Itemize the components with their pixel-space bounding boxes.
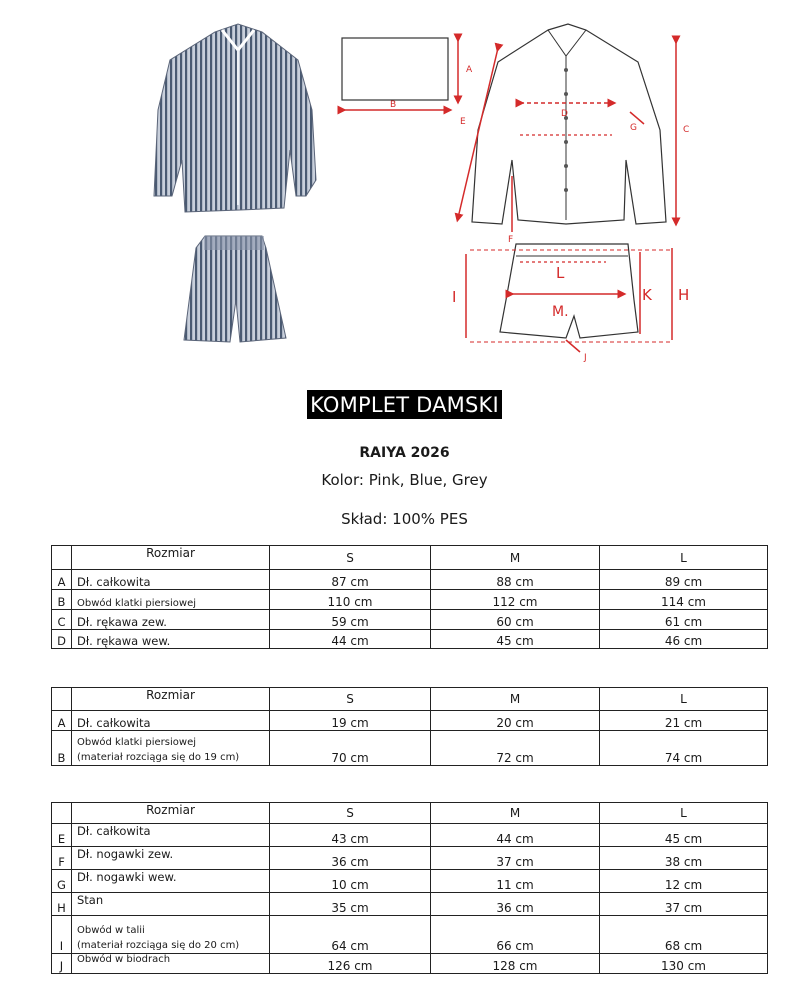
header-size-s: S [270, 803, 431, 824]
table-row [52, 916, 768, 954]
color-info: Kolor: Pink, Blue, Grey [321, 471, 488, 489]
value-s: 43 cm [270, 824, 431, 847]
value-s: 126 cm [270, 954, 431, 974]
row-name [72, 916, 270, 954]
product-title: KOMPLET DAMSKI [307, 390, 502, 419]
row-name-note: (materiał rozciąga się do 19 cm) [77, 752, 240, 763]
value-l: 37 cm [600, 893, 768, 916]
size-table-top [51, 687, 768, 766]
value-l: 89 cm [600, 570, 768, 590]
row-name: Dł. całkowita [72, 570, 270, 590]
header-size-label: Rozmiar [72, 803, 270, 824]
table-header-row [52, 546, 768, 570]
row-letter: A [52, 711, 72, 731]
row-letter: B [52, 590, 72, 610]
value-m: 11 cm [431, 870, 600, 893]
row-letter: C [52, 610, 72, 630]
value-l: 114 cm [600, 590, 768, 610]
table-row [52, 610, 768, 630]
row-name-line: Obwód klatki piersiowej [77, 737, 197, 748]
row-name-line: Obwód w talii [77, 925, 145, 936]
value-l: 61 cm [600, 610, 768, 630]
composition-row [0, 510, 809, 529]
size-table-shorts [51, 802, 768, 974]
row-name [72, 731, 270, 766]
table-row [52, 847, 768, 870]
value-l: 74 cm [600, 731, 768, 766]
table-row [52, 630, 768, 649]
value-s: 70 cm [270, 731, 431, 766]
table-row [52, 824, 768, 847]
row-letter: D [52, 630, 72, 649]
label-G: G [630, 123, 637, 133]
value-m: 66 cm [431, 916, 600, 954]
label-K: K [642, 286, 652, 304]
value-m: 88 cm [431, 570, 600, 590]
row-name-note: (materiał rozciąga się do 20 cm) [77, 940, 240, 951]
row-letter: A [52, 570, 72, 590]
top-diagram [342, 38, 473, 110]
row-letter: G [52, 870, 72, 893]
label-M: M. [552, 304, 569, 320]
row-name: Dł. całkowita [72, 824, 270, 847]
size-table-shirt [51, 545, 768, 649]
row-letter: F [52, 847, 72, 870]
value-s: 10 cm [270, 870, 431, 893]
row-letter: H [52, 893, 72, 916]
row-name: Obwód w biodrach [72, 954, 270, 974]
label-A: A [466, 65, 473, 75]
label-C: C [683, 125, 690, 135]
row-letter: I [52, 916, 72, 954]
header-size-label: Rozmiar [72, 546, 270, 570]
value-s: 87 cm [270, 570, 431, 590]
header-size-label: Rozmiar [72, 688, 270, 711]
label-E: E [460, 117, 466, 127]
label-D: D [561, 109, 568, 119]
value-s: 64 cm [270, 916, 431, 954]
value-s: 110 cm [270, 590, 431, 610]
value-m: 72 cm [431, 731, 600, 766]
value-l: 21 cm [600, 711, 768, 731]
composition-info: Skład: 100% PES [341, 510, 468, 528]
table-header-row [52, 688, 768, 711]
header-size-m: M [431, 546, 600, 570]
header-size-l: L [600, 546, 768, 570]
table-row [52, 731, 768, 766]
value-l: 12 cm [600, 870, 768, 893]
product-figure [0, 0, 809, 380]
value-m: 60 cm [431, 610, 600, 630]
table-row [52, 954, 768, 974]
value-s: 44 cm [270, 630, 431, 649]
value-m: 37 cm [431, 847, 600, 870]
row-letter: E [52, 824, 72, 847]
table-row [52, 590, 768, 610]
color-row [0, 471, 809, 490]
row-letter: B [52, 731, 72, 766]
value-l: 45 cm [600, 824, 768, 847]
header-size-m: M [431, 688, 600, 711]
value-m: 44 cm [431, 824, 600, 847]
value-l: 46 cm [600, 630, 768, 649]
header-size-s: S [270, 546, 431, 570]
label-B: B [390, 100, 397, 110]
title-row [0, 390, 809, 419]
value-s: 19 cm [270, 711, 431, 731]
label-J: J [584, 353, 587, 363]
table-row [52, 711, 768, 731]
model-row [0, 444, 809, 462]
model-name: RAIYA 2026 [359, 445, 450, 461]
value-l: 38 cm [600, 847, 768, 870]
row-name: Dł. nogawki zew. [72, 847, 270, 870]
value-l: 130 cm [600, 954, 768, 974]
product-illustration [0, 0, 809, 380]
header-size-s: S [270, 688, 431, 711]
value-s: 36 cm [270, 847, 431, 870]
table-row [52, 870, 768, 893]
label-F: F [508, 235, 514, 245]
header-size-l: L [600, 688, 768, 711]
value-m: 20 cm [431, 711, 600, 731]
table-row [52, 570, 768, 590]
row-name: Dł. rękawa zew. [72, 610, 270, 630]
shirt-diagram [458, 24, 689, 245]
row-name: Dł. rękawa wew. [72, 630, 270, 649]
value-s: 35 cm [270, 893, 431, 916]
header-size-l: L [600, 803, 768, 824]
value-m: 45 cm [431, 630, 600, 649]
table-row [52, 893, 768, 916]
label-I: I [452, 288, 457, 306]
value-m: 36 cm [431, 893, 600, 916]
header-size-m: M [431, 803, 600, 824]
shorts-diagram [452, 244, 689, 363]
row-name: Dł. całkowita [72, 711, 270, 731]
row-name: Obwód klatki piersiowej [72, 590, 270, 610]
value-l: 68 cm [600, 916, 768, 954]
row-name: Stan [72, 893, 270, 916]
value-m: 128 cm [431, 954, 600, 974]
table-header-row [52, 803, 768, 824]
label-H: H [678, 286, 690, 304]
label-L: L [556, 264, 565, 282]
value-s: 59 cm [270, 610, 431, 630]
value-m: 112 cm [431, 590, 600, 610]
shorts-photo [184, 236, 286, 342]
shirt-photo [154, 24, 316, 212]
row-letter: J [52, 954, 72, 974]
row-name: Dł. nogawki wew. [72, 870, 270, 893]
